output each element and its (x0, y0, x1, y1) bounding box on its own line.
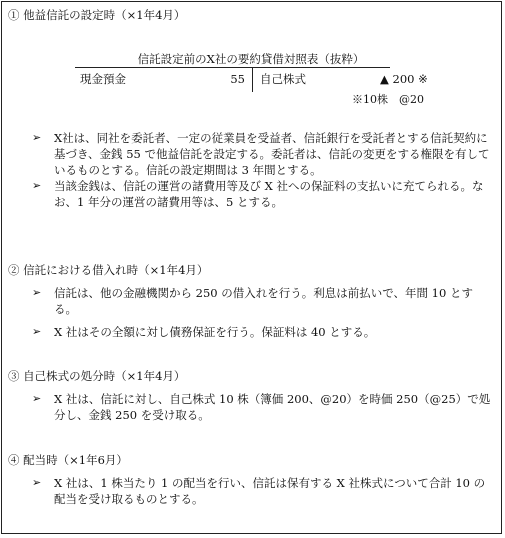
bullet-arrow-icon: ➢ (32, 476, 42, 489)
section-1-heading: ① 他益信託の設定時（×1年4月） (8, 8, 186, 22)
section-2-heading: ② 信託における借入れ時（×1年4月） (8, 263, 209, 277)
section-2-bullet-2: X 社はその全額に対し債務保証を行う。保証料は 40 とする。 (54, 325, 376, 339)
section-2-bullet-1: 信託は、他の金融機関から 250 の借入れを行う。利息は前払いで、年間 10 とする。 (54, 286, 473, 316)
section-4-bullet-1: X 社は、1 株当たり 1 の配当を行い、信託は保有する X 社株式について合計 10 の配当を受け取るものとする。 (54, 476, 486, 506)
bs-left-amount: 55 (230, 72, 245, 86)
section-1-bullet-2: 当該金銭は、信託の運営の諸費用等及び X 社への保証料の支払いに充てられる。なお、1 年分の運営の諸費用等は、5 とする。 (54, 179, 484, 209)
section-4-heading: ④ 配当時（×1年6月） (8, 453, 128, 467)
bs-note: ※10株 @20 (352, 93, 424, 106)
balance-sheet-title: 信託設定前のX社の要約貸借対照表（抜粋） (137, 52, 365, 66)
bs-right-account: 自己株式 (260, 72, 306, 86)
balance-sheet-top-rule (75, 67, 390, 68)
bullet-arrow-icon: ➢ (32, 179, 42, 192)
bullet-arrow-icon: ➢ (32, 392, 42, 405)
bs-right-amount: ▲ 200 ※ (380, 72, 428, 86)
section-3-heading: ③ 自己株式の処分時（×1年4月） (8, 369, 186, 383)
bs-left-account: 現金預金 (80, 72, 126, 86)
bullet-arrow-icon: ➢ (32, 325, 42, 338)
balance-sheet-divider (252, 67, 253, 92)
bullet-arrow-icon: ➢ (32, 286, 42, 299)
section-1-bullet-1: X社は、同社を委託者、一定の従業員を受益者、信託銀行を受託者とする信託契約に基づき、金銭 55 で他益信託を設定する。委託者は、信託の変更をする権限を有しているものとする。信託の設定期間は 3 年間とする。 (54, 131, 490, 177)
section-3-bullet-1: X 社は、信託に対し、自己株式 10 株（簿価 200、@20）を時価 250（@25）で処分し、金銭 250 を受け取る。 (54, 392, 491, 422)
bullet-arrow-icon: ➢ (32, 131, 42, 144)
